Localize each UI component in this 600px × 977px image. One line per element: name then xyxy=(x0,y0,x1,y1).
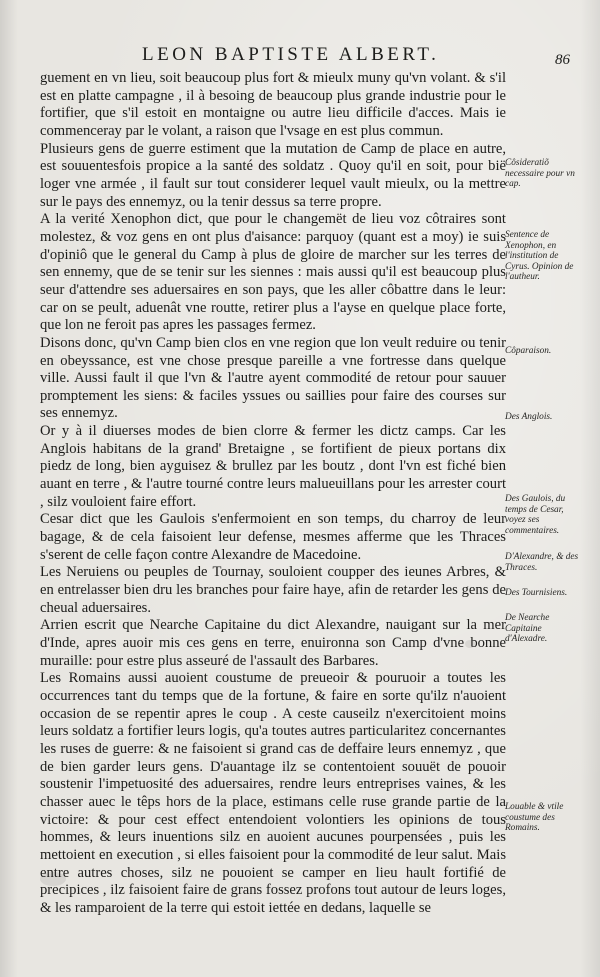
margin-note: Côsideratiõ necessaire pour vn cap. xyxy=(505,158,575,190)
margin-note: Côparaison. xyxy=(505,346,552,356)
ink-smudge xyxy=(40,872,66,886)
paragraph: Cesar dict que les Gaulois s'enfermoient en son temps, du charroy de leur bagage, & de cela faisoient leur defense, mesmes afferme que les Thraces s'serent de celle façon contre Alexandre de Macedoine. xyxy=(40,511,506,563)
paragraph: guement en vn lieu, soit beaucoup plus fort & mieulx muny qu'vn volant. & s'il est en platte campagne , il à besoing de beaucoup plus grande industrie pour le fortifier, que s'il estoit en montaigne ou autre lieu difficile d'acces. Mais ie commenceray par le volant, a raison que l'vsage en est plus commun. xyxy=(40,70,506,139)
margin-note: Des Gaulois, du temps de Cesar, voyez ses commentaires. xyxy=(505,494,566,536)
paragraph: Arrien escrit que Nearche Capitaine du dict Alexandre, nauigant sur la mer d'Inde, apres auoir mis ces gens en terre, enuironna son Camp d'vne bonne muraille: pour estre plus asseuré de l'assault des Barbares. xyxy=(40,617,506,669)
paragraph: Les Neruiens ou peuples de Tournay, souloient coupper des ieunes Arbres, & en entrelasser bien dru les branches pour faire haye, afin de retarder les gens de cheual aduersaires. xyxy=(40,564,506,616)
running-title: LEON BAPTISTE ALBERT. xyxy=(142,44,440,65)
margin-note: Sentence de Xenophon, en l'institution de Cyrus. Opinion de l'autheur. xyxy=(505,230,574,283)
paragraph: Plusieurs gens de guerre estiment que la mutation de Camp de place en autre, est souuentesfois propice a la santé des soldatz . Quoy qu'il en soit, pour bië loger vne armée , il fault sur tout considerer lequel vault mieulx, ou la mettre sur le pays des ennemyz, ou la tenir dessus sa terre propre. xyxy=(40,140,506,210)
paragraph: Les Romains aussi auoient coustume de preueoir & pouruoir a toutes les occurrences tant du temps que de la fortune, & faire en sorte qu'ilz n'auoient occasion de se repentir apres le coup . A ceste causeilz n'exercitoient moins leurs soldatz a fortifier leurs logis, qu'a toutes autres particularitez concernantes les ruses de guerre: & ne faisoient si grand cas de deffaire leurs ennemyz , que de bien garder leurs gens. D'auantage ilz se contentoient souuët de pouoir soustenir l'impetuosité des aduersaires, rendre leurs entreprises vaines, & les chasser auec le têps hors de la place, estimans celle ruse grande partie de la victoire: & pour cest effect entendoient volontiers les opinions de tous hommes, & leurs inuentions silz en auoient aucunes pourpensées , puis les mettoient en execution , si elles faisoient pour la commodité de leur salut. Mais entre autres choses, silz ne pouoient se camper en lieu hault fortifié de precipices , ilz faisoient faire de grans fossez profons tout autour de leurs loges, & les ramparoient de la terre qui estoit iettée en dedans, laquelle se xyxy=(40,670,506,916)
body-text xyxy=(40,70,506,918)
paragraph: Or y à il diuerses modes de bien clorre & fermer les dictz camps. Car les Anglois habitans de la grand' Bretaigne , se fortifient de pieux portans dix piedz de long, bien ayguisez & brullez par les boutz , dont l'vn est fiché bien auant en terre , & l'autre tourné contre leurs malueuillans pour les arrester court , silz vouloient faire effort. xyxy=(40,423,506,510)
page-number: 86 xyxy=(555,52,570,68)
paragraph: Disons donc, qu'vn Camp bien clos en vne region que lon veult reduire ou tenir en obeyssance, est vne chose presque pareille a vne fortresse dans quelque ville. Aussi fault il que l'vn & l'autre ayent commodité de retour pour sauuer promptement les siens: & faciles yssues ou saillies pour faire des courses sur ses ennemyz. xyxy=(40,334,506,422)
paragraph: A la verité Xenophon dict, que pour le changemët de lieu voz côtraires sont molestez, & voz gens en ont plus d'aisance: parquoy (quant est a moy) ie suis d'opiniô que le general du Camp à plus de gloire de marcher sur les terres de sen ennemy, que de se tenir sur les siennes : mais aussi qu'il est beaucoup plus seur d'attendre ses aduersaires en son pays, que les aller côbattre dans le leur: car on se peult, aduenât vne routte, retirer plus a l'ayse en quelque place forte, que lon ne feroit pas apres les passages fermez. xyxy=(40,211,506,334)
ink-smudge xyxy=(465,640,475,648)
margin-note: Des Anglois. xyxy=(505,412,553,422)
margin-note: De Nearche Capitaine d'Alexadre. xyxy=(505,613,550,645)
margin-note: Des Tournisiens. xyxy=(505,588,568,598)
margin-note: Louable & vtile coustume des Romains. xyxy=(505,802,564,834)
margin-note: D'Alexandre, & des Thraces. xyxy=(505,552,579,573)
